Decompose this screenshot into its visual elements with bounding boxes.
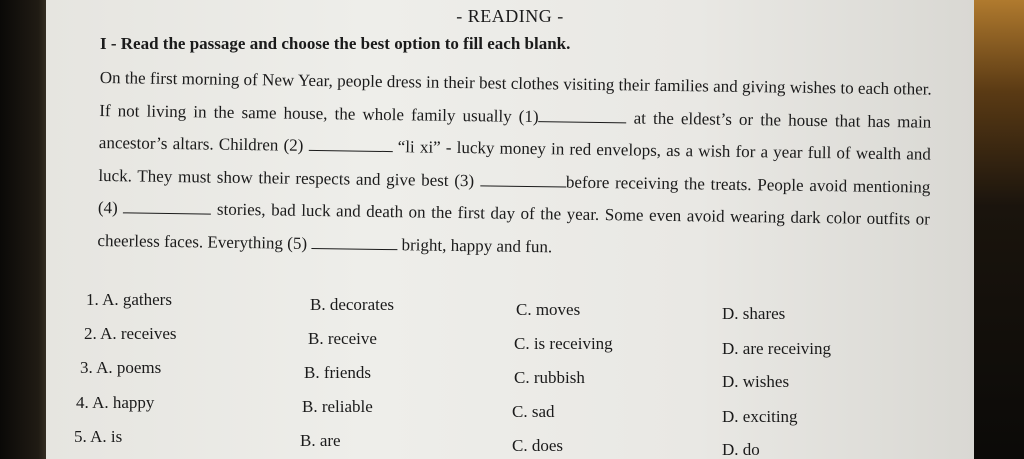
option-b: B. receive xyxy=(308,329,377,348)
option-a: A. poems xyxy=(96,358,162,377)
question-1 xyxy=(86,290,172,310)
blank-4 xyxy=(123,198,211,214)
blank-2 xyxy=(308,136,392,152)
option-a: A. is xyxy=(90,427,123,446)
option-a: A. gathers xyxy=(102,290,172,309)
option-a: A. receives xyxy=(100,324,177,343)
passage-text: “li xi” - lucky money in red envelops, as a wish for a year full of wealth and luck. They must show their respects and give best (3) xyxy=(98,137,931,190)
question-number: 1. xyxy=(86,290,99,309)
section-title: - READING - xyxy=(456,6,564,26)
blank-5 xyxy=(311,233,397,249)
option-a: A. happy xyxy=(92,393,155,412)
question-number: 3. xyxy=(80,358,93,377)
option-b: B. decorates xyxy=(310,295,395,314)
option-c: C. is receiving xyxy=(514,334,613,353)
option-c: C. moves xyxy=(516,300,581,319)
passage-text: bright, happy and fun. xyxy=(401,234,553,256)
passage-text: stories, bad luck and death on the first day of the year. Some even avoid wearing dark color outfits or cheerless faces. Everything (5) xyxy=(97,199,931,253)
option-b: B. reliable xyxy=(302,397,373,416)
option-d: D. are receiving xyxy=(722,339,832,358)
question-number: 2. xyxy=(84,324,97,343)
question-number: 4. xyxy=(76,393,89,412)
photo-background-right xyxy=(972,0,1024,459)
instruction: I - Read the passage and choose the best option to fill each blank. xyxy=(100,34,571,53)
reading-passage xyxy=(97,62,932,269)
question-5 xyxy=(74,427,122,447)
passage-text: On the first morning of New Year, people dress in their best clothes visiting their families and giving wishes to each other. If not living in the same house, the whole family usually (1) xyxy=(99,67,932,126)
option-d: D. wishes xyxy=(722,372,790,391)
option-d: D. do xyxy=(722,440,760,459)
option-d: D. exciting xyxy=(722,407,798,426)
option-c: C. rubbish xyxy=(514,368,585,387)
question-4 xyxy=(76,393,154,413)
blank-3 xyxy=(480,171,566,187)
blank-1 xyxy=(539,107,627,123)
question-number: 5. xyxy=(74,427,87,446)
question-2 xyxy=(84,324,177,344)
option-c: C. does xyxy=(512,436,563,455)
passage-text: before receiving the treats. People avoid mentioning (4) xyxy=(97,172,931,218)
question-3 xyxy=(80,358,161,378)
worksheet-page xyxy=(46,0,974,459)
option-b: B. friends xyxy=(304,363,372,382)
photo-background-left xyxy=(0,0,48,459)
passage-text: at the eldest’s or the house that has main ancestor’s altars. Children (2) xyxy=(98,107,932,155)
option-d: D. shares xyxy=(722,304,786,323)
option-c: C. sad xyxy=(512,402,555,421)
option-b: B. are xyxy=(300,431,341,450)
